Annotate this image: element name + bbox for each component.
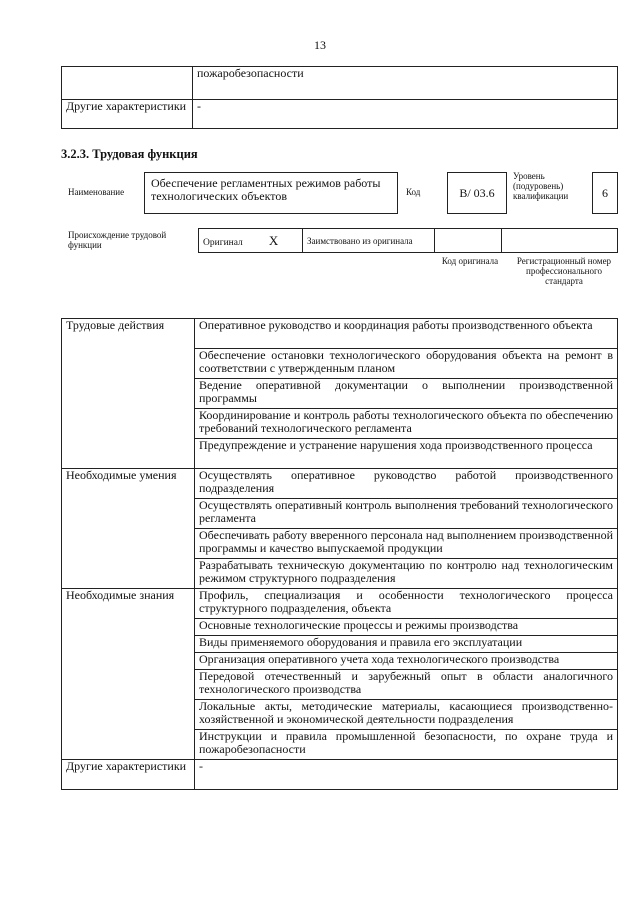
table-cell: пожаробезопасности	[193, 67, 618, 100]
table-cell: -	[195, 760, 618, 790]
category-cell: Необходимые умения	[62, 469, 195, 589]
code-original-cell	[435, 229, 502, 253]
level-label: Уровень (подуровень) квалификации	[513, 171, 569, 201]
table-row	[62, 589, 618, 619]
table-cell	[62, 67, 193, 100]
category-cell: Необходимые знания	[62, 589, 195, 760]
table-cell: Организация оперативного учета хода технологического производства	[195, 653, 618, 670]
origin-table	[198, 228, 618, 253]
original-label: Оригинал	[203, 237, 243, 248]
table-cell: Передовой отечественный и зарубежный опыт в области аналогичного технологического производства	[195, 670, 618, 700]
table-row	[62, 67, 618, 100]
borrowed-label: Заимствовано из оригинала	[303, 229, 435, 253]
labor-function-table	[61, 318, 618, 790]
category-cell: Трудовые действия	[62, 319, 195, 469]
name-value: Обеспечение регламентных режимов работы технологических объектов	[144, 172, 398, 214]
top-continuation-table	[61, 66, 618, 129]
table-cell: Локальные акты, методические материалы, касающиеся производственно-хозяйственной и экономической деятельности подразделения	[195, 700, 618, 730]
table-row	[199, 229, 618, 253]
table-cell: Основные технологические процессы и режимы производства	[195, 619, 618, 636]
name-label: Наименование	[68, 187, 125, 197]
section-title: 3.2.3. Трудовая функция	[61, 147, 198, 161]
table-cell: Осуществлять оперативное руководство работой производственного подразделения	[195, 469, 618, 499]
table-cell: Другие характеристики	[62, 100, 193, 129]
table-cell: Инструкции и правила промышленной безопасности, по охране труда и пожаробезопасности	[195, 730, 618, 760]
table-row	[62, 469, 618, 499]
table-cell: Профиль, специализация и особенности технологического процесса структурного подразделения, объекта	[195, 589, 618, 619]
code-label: Код	[406, 187, 421, 197]
table-cell: Виды применяемого оборудования и правила его эксплуатации	[195, 636, 618, 653]
reg-number-cell	[502, 229, 618, 253]
reg-number-label: Регистрационный номер профессионального стандарта	[516, 256, 612, 286]
code-value: B/ 03.6	[447, 172, 507, 214]
category-cell: Другие характеристики	[62, 760, 195, 790]
original-cell	[199, 229, 303, 253]
table-row	[62, 100, 618, 129]
table-cell: -	[193, 100, 618, 129]
original-mark: X	[268, 232, 279, 248]
table-cell: Обеспечение остановки технологического оборудования объекта на ремонт в соответствии с утвержденным планом	[195, 349, 618, 379]
table-cell: Обеспечивать работу вверенного персонала над выполнением производственной программы и качество выпускаемой продукции	[195, 529, 618, 559]
table-cell: Оперативное руководство и координация работы производственного объекта	[195, 319, 618, 349]
page-number: 13	[314, 38, 326, 52]
table-cell: Разрабатывать техническую документацию по контролю над технологическим режимом структурного подразделения	[195, 559, 618, 589]
table-row	[62, 760, 618, 790]
table-cell: Координирование и контроль работы технологического объекта по обеспечению требований технологического регламента	[195, 409, 618, 439]
table-cell: Осуществлять оперативный контроль выполнения требований технологического регламента	[195, 499, 618, 529]
table-cell: Ведение оперативной документации о выполнении производственной программы	[195, 379, 618, 409]
origin-label: Происхождение трудовой функции	[68, 230, 167, 250]
table-cell: Предупреждение и устранение нарушения хода производственного процесса	[195, 439, 618, 469]
code-original-label: Код оригинала	[441, 256, 499, 266]
table-row	[62, 319, 618, 349]
level-value: 6	[592, 172, 618, 214]
